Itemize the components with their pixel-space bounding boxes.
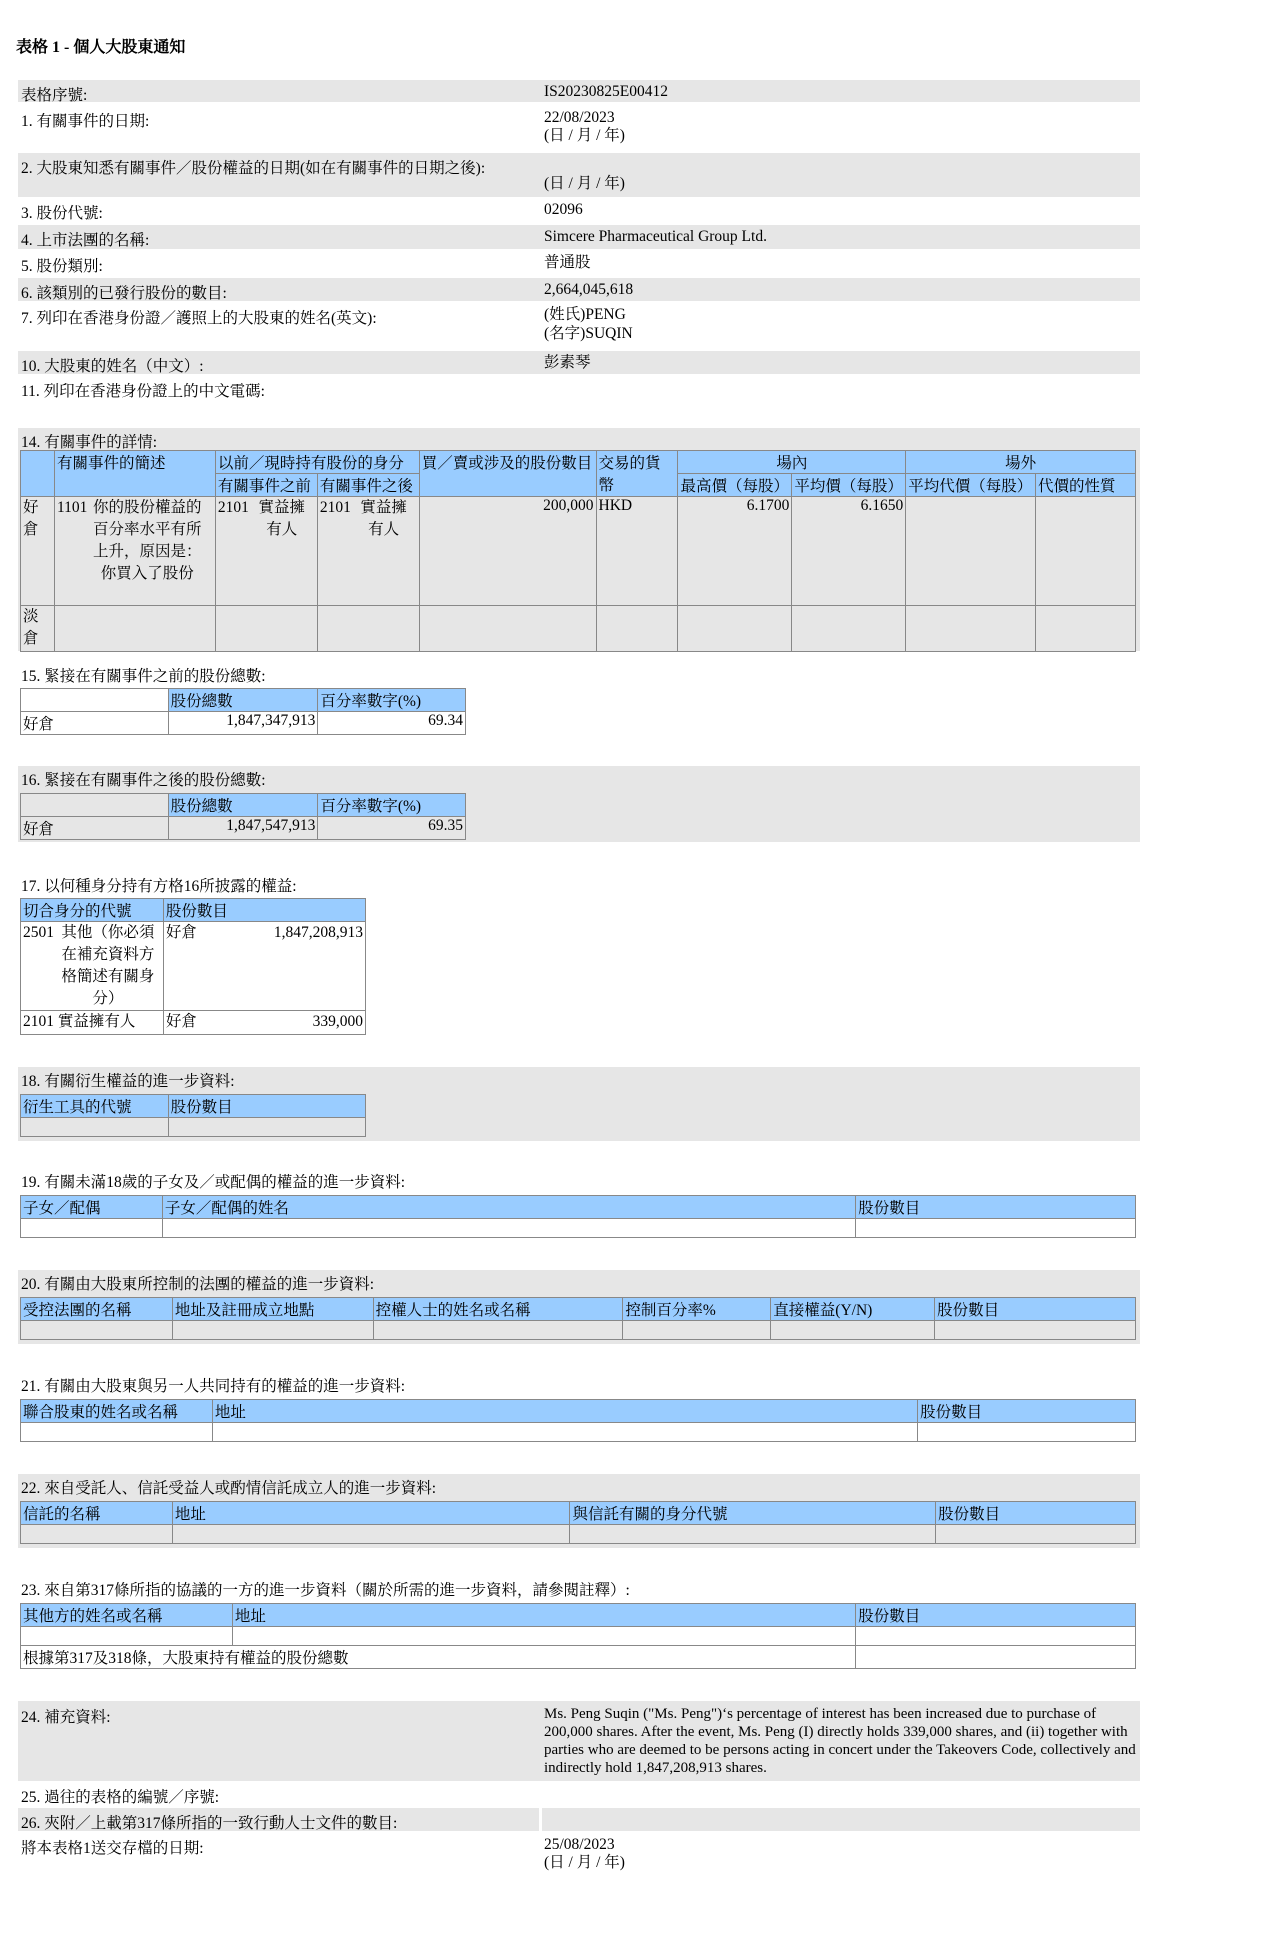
controlled-corp-table <box>20 1297 1136 1340</box>
total-shares-after: 1,847,547,913 <box>168 817 318 840</box>
derivatives-table <box>20 1094 366 1137</box>
currency: HKD <box>596 497 678 606</box>
col-capacity: 以前／現時持有股份的身分 <box>215 451 419 474</box>
position-label: 好倉 <box>21 712 169 735</box>
capacity-row: 2501 其他（你必須在補充資料方格簡述有關身分） 好倉 1,847,208,913 <box>21 922 366 1011</box>
long-position-row <box>21 497 1136 606</box>
supplementary-info: Ms. Peng Suqin ("Ms. Peng")‘s percentage of interest has been increased due to purchase of 200,000 shares. After the event, Ms. Peng (I) directly holds 339,000 shares, and (ii) together with parties who are deemed to be persons acting in concert under the Takeovers Code, collectively and indirectly hold 1,847,208,913 shares. <box>544 1706 1136 1776</box>
section-20: 20. 有關由大股東所控制的法團的權益的進一步資料: <box>18 1270 1140 1344</box>
col-percentage: 百分率數字(%) <box>318 794 466 817</box>
average-price: 6.1650 <box>792 497 906 606</box>
col-total-shares: 股份總數 <box>168 689 318 712</box>
shares-after-table <box>20 793 466 840</box>
trust-table <box>20 1501 1136 1544</box>
section-317-total-label: 根據第317及318條，大股東持有權益的股份總數 <box>21 1646 856 1669</box>
col-controller-name: 控權人士的姓名或名稱 <box>373 1298 623 1321</box>
row-share-class: 5. 股份類別: 普通股 <box>21 254 591 275</box>
col-child-spouse-name: 子女／配偶的姓名 <box>162 1196 855 1219</box>
col-avg-price: 平均價（每股） <box>792 474 906 497</box>
row-english-name: 7. 列印在香港身份證／護照上的大股東的姓名(英文): (姓氏)PENG (名字)SUQIN <box>21 306 633 342</box>
event-description: 1101 你的股份權益的百分率水平有所上升，原因是：你買入了股份 <box>54 497 215 606</box>
col-share-number: 股份數目 <box>168 1095 365 1118</box>
percentage-before: 69.34 <box>318 712 466 735</box>
row-form-serial: 表格序號: IS20230825E00412 <box>18 80 1140 102</box>
col-address-place: 地址及註冊成立地點 <box>172 1298 373 1321</box>
col-capacity-code: 切合身分的代號 <box>21 899 164 922</box>
section-16: 16. 緊接在有關事件之後的股份總數: <box>18 766 1140 842</box>
col-percentage: 百分率數字(%) <box>318 689 466 712</box>
row-issued-shares: 6. 該類別的已發行股份的數目: 2,664,045,618 <box>18 278 1140 301</box>
col-high-price: 最高價（每股） <box>678 474 792 497</box>
col-address: 地址 <box>212 1400 917 1423</box>
agreement-parties-table <box>20 1603 1136 1669</box>
section-18: 18. 有關衍生權益的進一步資料: <box>18 1067 1140 1141</box>
col-share-number: 股份數目 <box>918 1400 1136 1423</box>
section-22: 22. 來自受託人、信託受益人或酌情信託成立人的進一步資料: <box>18 1474 1140 1548</box>
capacity-table <box>20 898 366 1035</box>
col-avg-consideration: 平均代價（每股） <box>906 474 1036 497</box>
section-21: 21. 有關由大股東與另一人共同持有的權益的進一步資料: <box>21 1378 406 1395</box>
col-share-number: 股份數目 <box>163 899 365 922</box>
highest-price: 6.1700 <box>678 497 792 606</box>
col-direct-interest: 直接權益(Y/N) <box>771 1298 935 1321</box>
section-26: 26. 夾附／上載第317條所指的一致行動人士文件的數目: <box>18 1808 1140 1831</box>
section-24: 24. 補充資料: Ms. Peng Suqin ("Ms. Peng")‘s percentage of interest has been increased due to purchase of 200,000 shares. After the event, Ms. Peng (I) directly holds 339,000 shares, and (ii) together with parties who are deemed to be persons acting in concert under the Takeovers Code, collectively and indirectly hold 1,847,208,913 shares. <box>18 1701 1140 1781</box>
col-corp-name: 受控法團的名稱 <box>21 1298 173 1321</box>
col-before: 有關事件之前 <box>215 474 317 497</box>
col-total-shares: 股份總數 <box>168 794 318 817</box>
section-15: 15. 緊接在有關事件之前的股份總數: <box>21 668 266 685</box>
col-other-party-name: 其他方的姓名或名稱 <box>21 1604 233 1627</box>
children-spouse-table <box>20 1195 1136 1238</box>
filing-date-row: 將本表格1送交存檔的日期: 25/08/2023 (日 / 月 / 年) <box>21 1836 625 1871</box>
short-position-label: 淡倉 <box>21 606 55 652</box>
col-child-spouse: 子女／配偶 <box>21 1196 163 1219</box>
capacity-row: 2101 實益擁有人 好倉 339,000 <box>21 1011 366 1035</box>
row-issuer-name: 4. 上市法團的名稱: Simcere Pharmaceutical Group Ltd. <box>18 225 1140 249</box>
col-share-number: 股份數目 <box>936 1502 1136 1525</box>
section-14: 14. 有關事件的詳情: <box>18 428 1140 651</box>
col-control-percent: 控制百分率% <box>623 1298 771 1321</box>
col-off-exchange: 場外 <box>906 451 1136 474</box>
row-chinese-code: 11. 列印在香港身份證上的中文電碼: <box>21 383 265 400</box>
section-17: 17. 以何種身分持有方格16所披露的權益: <box>21 878 297 895</box>
shares-involved: 200,000 <box>419 497 596 606</box>
row-aware-date: 2. 大股東知悉有關事件／股份權益的日期(如在有關事件的日期之後): (日 / 月 / 年) <box>18 153 1140 197</box>
short-position-row <box>21 606 1136 652</box>
long-position-label: 好倉 <box>21 497 55 606</box>
col-shares: 買／賣或涉及的股份數目 <box>419 451 596 497</box>
col-trust-name: 信託的名稱 <box>21 1502 173 1525</box>
col-share-number: 股份數目 <box>935 1298 1136 1321</box>
total-shares-before: 1,847,347,913 <box>168 712 318 735</box>
col-consideration-nature: 代價的性質 <box>1036 474 1136 497</box>
col-after: 有關事件之後 <box>317 474 419 497</box>
col-share-number: 股份數目 <box>856 1604 1136 1627</box>
capacity-before: 2101 實益擁有人 <box>215 497 317 606</box>
col-joint-holder-name: 聯合股東的姓名或名稱 <box>21 1400 213 1423</box>
col-address: 地址 <box>232 1604 855 1627</box>
row-stock-code: 3. 股份代號: 02096 <box>21 201 583 222</box>
form-title: 表格 1 - 個人大股東通知 <box>16 39 186 56</box>
col-brief: 有關事件的簡述 <box>54 451 215 497</box>
col-on-exchange: 場內 <box>678 451 906 474</box>
col-address: 地址 <box>172 1502 570 1525</box>
col-trust-capacity-code: 與信託有關的身分代號 <box>570 1502 936 1525</box>
filing-date: 25/08/2023 <box>544 1836 615 1853</box>
section-19: 19. 有關未滿18歲的子女及／或配偶的權益的進一步資料: <box>21 1174 406 1191</box>
col-derivative-code: 衍生工具的代號 <box>21 1095 169 1118</box>
col-position <box>21 451 55 497</box>
col-currency: 交易的貨幣 <box>596 451 678 497</box>
row-event-date: 1. 有關事件的日期: 22/08/2023 (日 / 月 / 年) <box>21 109 625 144</box>
position-label: 好倉 <box>21 817 169 840</box>
shares-before-table <box>20 688 466 735</box>
percentage-after: 69.35 <box>318 817 466 840</box>
section-25: 25. 過往的表格的編號／序號: <box>21 1789 220 1806</box>
row-chinese-name: 10. 大股東的姓名（中文）: 彭素琴 <box>18 351 1140 374</box>
capacity-after: 2101 實益擁有人 <box>317 497 419 606</box>
col-share-number: 股份數目 <box>856 1196 1136 1219</box>
joint-holders-table <box>20 1399 1136 1442</box>
section-23: 23. 來自第317條所指的協議的一方的進一步資料（關於所需的進一步資料，請參閱註釋）: <box>21 1582 630 1599</box>
event-details-table <box>20 450 1136 652</box>
